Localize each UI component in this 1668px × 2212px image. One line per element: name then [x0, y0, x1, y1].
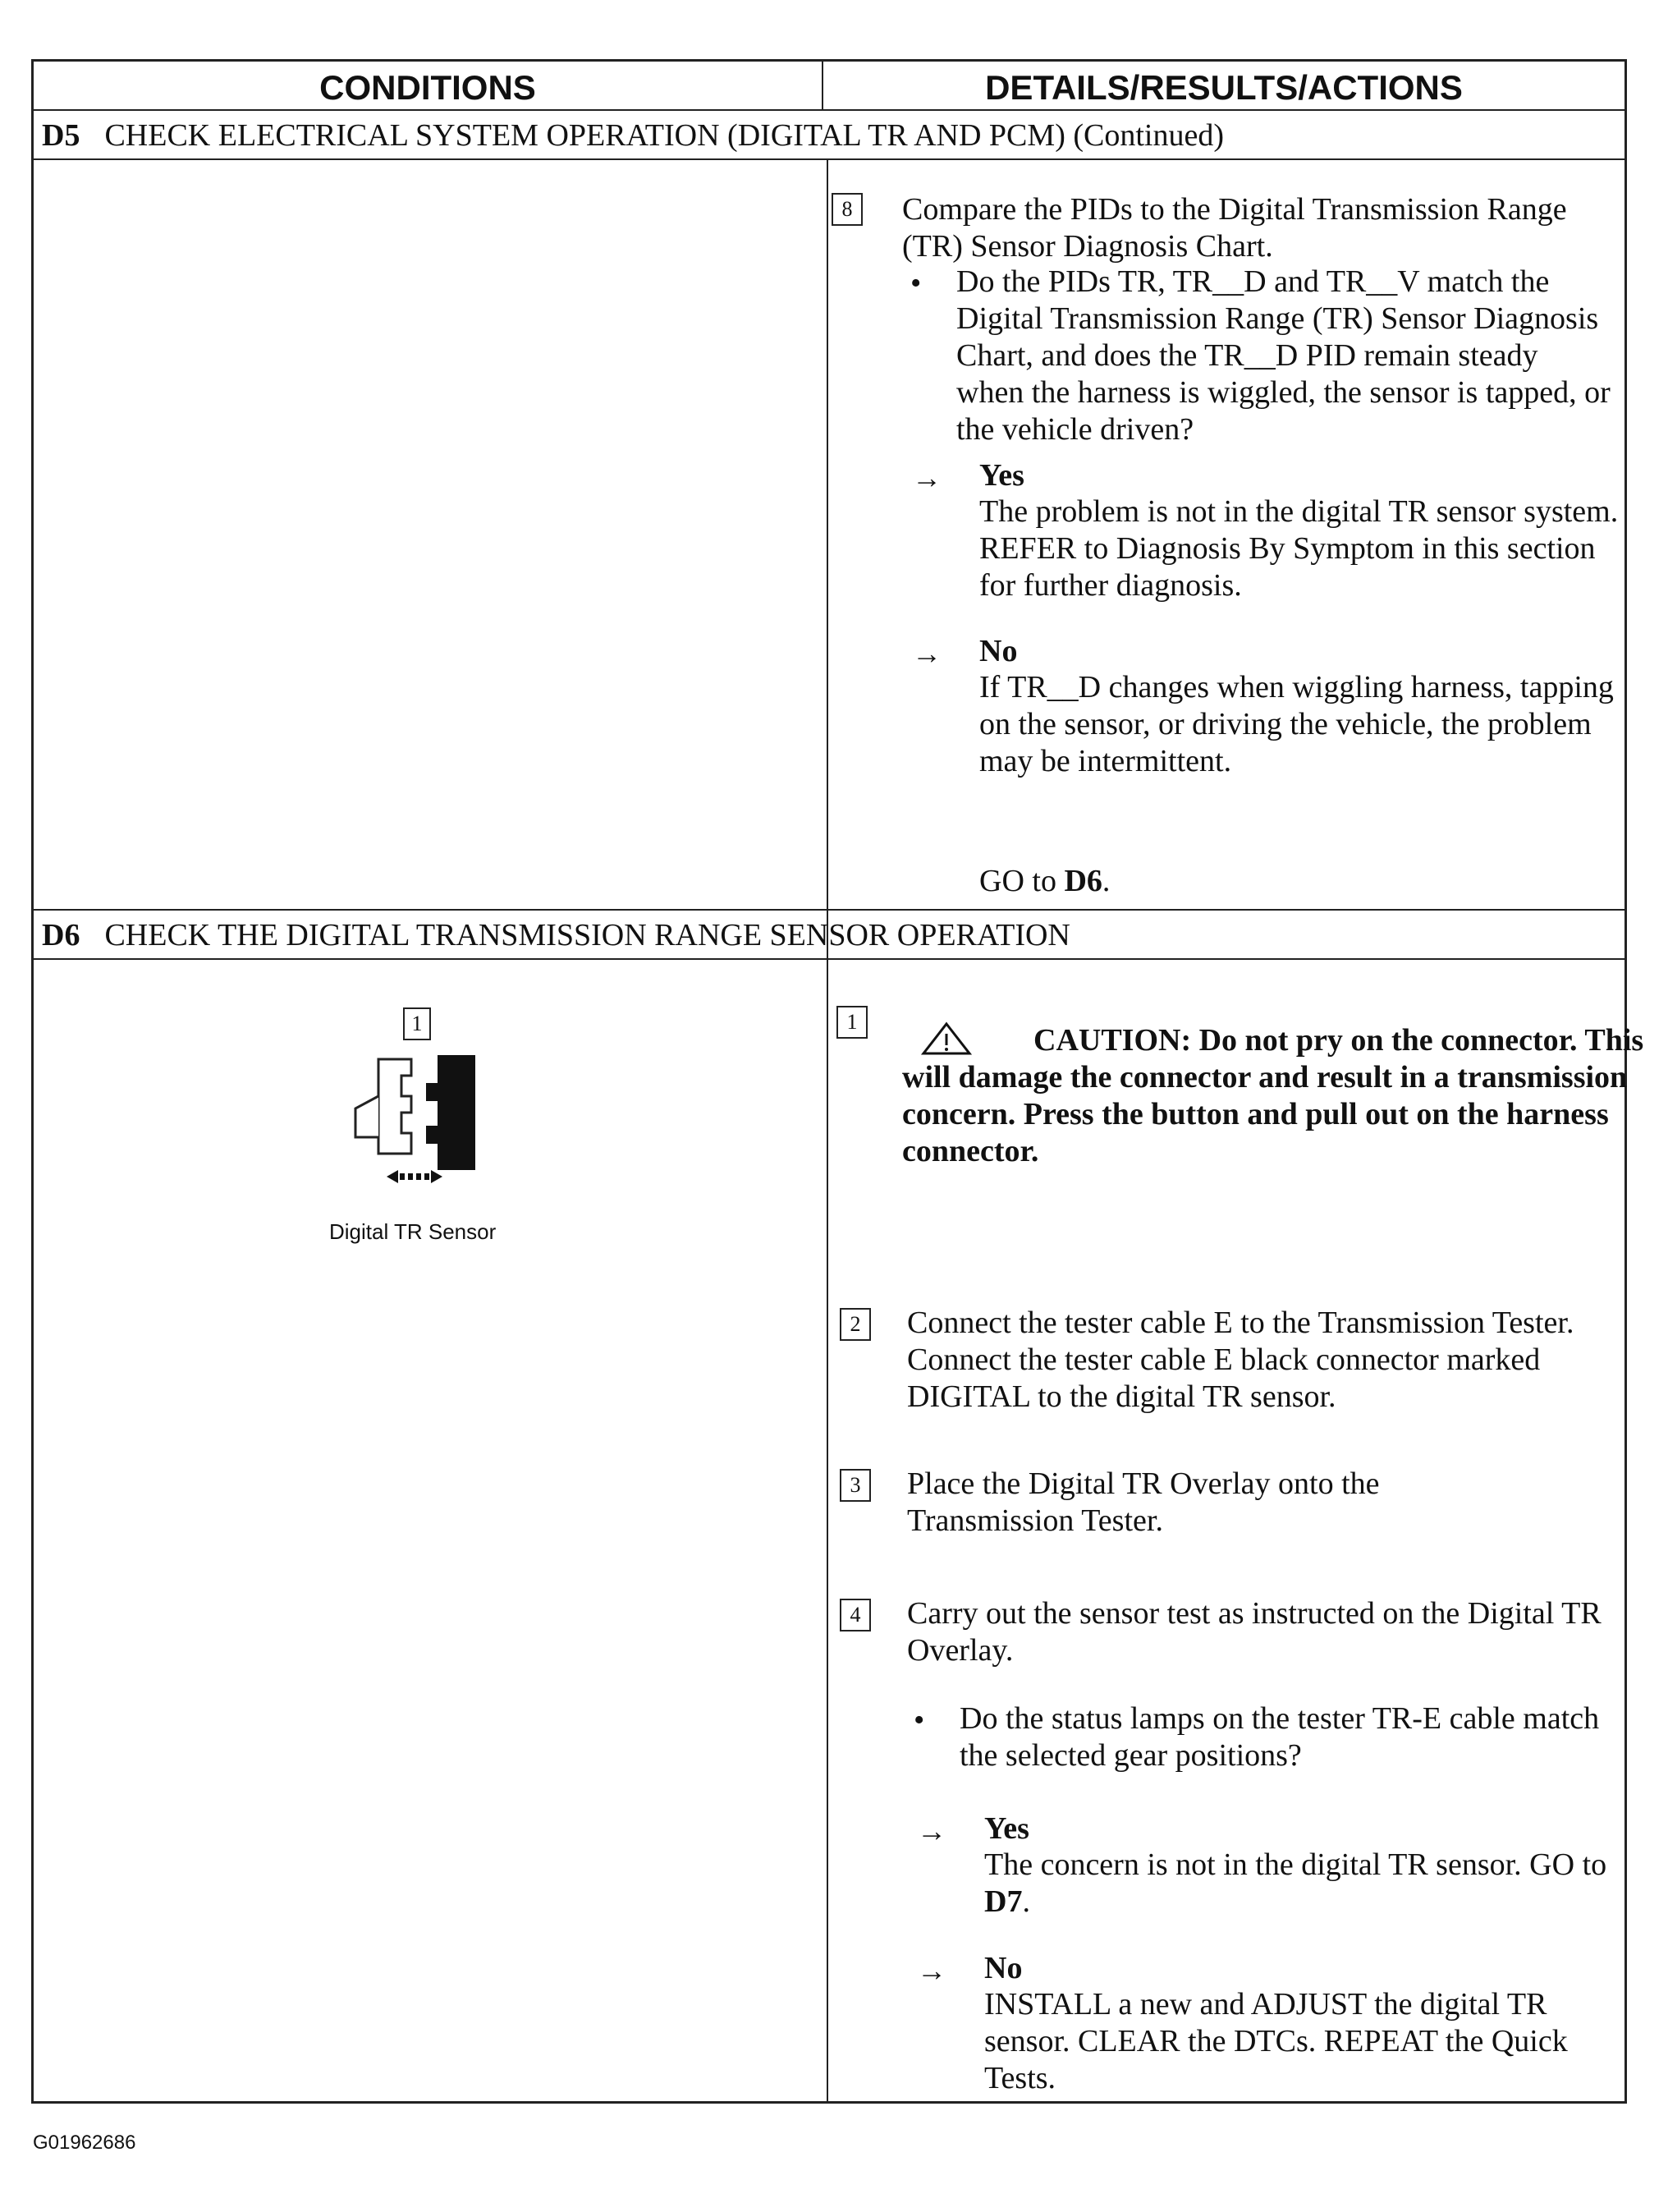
step-number-box: 4 — [840, 1599, 871, 1631]
divider — [827, 158, 828, 965]
step-text: Compare the PIDs to the Digital Transmission Range (TR) Sensor Diagnosis Chart. — [902, 192, 1567, 264]
section-code: D5 — [42, 118, 80, 153]
arrow-right-icon: → — [917, 1954, 946, 1987]
section-title-text: CHECK ELECTRICAL SYSTEM OPERATION (DIGITAL TR AND PCM) (Continued) — [104, 118, 1224, 153]
step-text: Place the Digital TR Overlay onto the Transmission Tester. — [907, 1466, 1380, 1538]
section-title-text: CHECK THE DIGITAL TRANSMISSION RANGE SENSOR OPERATION — [104, 918, 1070, 952]
section-title-d6 — [42, 917, 1070, 953]
divider — [34, 158, 1624, 160]
divider — [34, 958, 1624, 960]
step-number-box: 1 — [836, 1006, 868, 1039]
diagnostic-table — [31, 59, 1644, 2104]
details-header: DETAILS/RESULTS/ACTIONS — [985, 68, 1463, 107]
divider — [827, 958, 828, 2101]
document-code: G01962686 — [33, 2132, 136, 2154]
section-code: D6 — [42, 918, 80, 952]
step-number-box: 2 — [840, 1308, 871, 1341]
section-title-d5 — [42, 117, 1224, 154]
no-text: If TR__D changes when wiggling harness, tapping on the sensor, or driving the vehicle, the problem may be intermittent. — [979, 670, 1614, 778]
sensor-connector-icon — [426, 1055, 475, 1170]
question-text: Do the status lamps on the tester TR-E cable match the selected gear positions? — [960, 1701, 1600, 1773]
arrow-right-icon: → — [912, 637, 942, 670]
no-label: No — [979, 634, 1018, 668]
figure-step-box: 1 — [403, 1007, 431, 1040]
goto-target: D6 — [1064, 864, 1102, 898]
step-number-box: 3 — [840, 1469, 871, 1502]
divider — [34, 109, 1624, 111]
bullet-icon: • — [910, 266, 922, 301]
no-text: INSTALL a new and ADJUST the digital TR sensor. CLEAR the DTCs. REPEAT the Quick Tests. — [984, 1987, 1568, 2095]
step-text: Connect the tester cable E to the Transmission Tester. Connect the tester cable E black connector marked DIGITAL to the digital TR sensor. — [907, 1306, 1574, 1414]
conditions-header: CONDITIONS — [319, 68, 536, 107]
step-number-box: 8 — [832, 193, 863, 226]
connector-diagram — [337, 1047, 526, 1195]
yes-label: Yes — [984, 1811, 1029, 1846]
divider — [822, 62, 823, 109]
goto-target: D7 — [984, 1884, 1023, 1919]
question-text: Do the PIDs TR, TR__D and TR__V match the Digital Transmission Range (TR) Sensor Diagnosis Chart, and does the TR__D PID remain steady when the harness is wiggled, the sensor is tapped, or the vehicle driven? — [956, 264, 1611, 447]
goto-line: GO to D6. — [979, 864, 1111, 898]
yes-text: The concern is not in the digital TR sensor. GO to D7. — [984, 1847, 1607, 1919]
harness-connector-icon — [355, 1059, 411, 1154]
divider — [34, 909, 1624, 911]
arrow-right-icon: → — [912, 461, 942, 494]
step-text: Carry out the sensor test as instructed on the Digital TR Overlay. — [907, 1596, 1602, 1668]
bullet-icon: • — [914, 1703, 925, 1737]
yes-label: Yes — [979, 458, 1024, 493]
figure-caption: Digital TR Sensor — [329, 1219, 497, 1244]
arrow-right-icon: → — [917, 1815, 946, 1847]
no-label: No — [984, 1951, 1023, 1985]
caution-text: CAUTION: Do not pry on the connector. This will damage the connector and result in a transmission concern. Press the button and pull out on the harness connector. — [902, 1023, 1644, 1168]
double-arrow-icon — [387, 1170, 442, 1183]
yes-text: The problem is not in the digital TR sensor system. REFER to Diagnosis By Symptom in this section for further diagnosis. — [979, 494, 1619, 603]
